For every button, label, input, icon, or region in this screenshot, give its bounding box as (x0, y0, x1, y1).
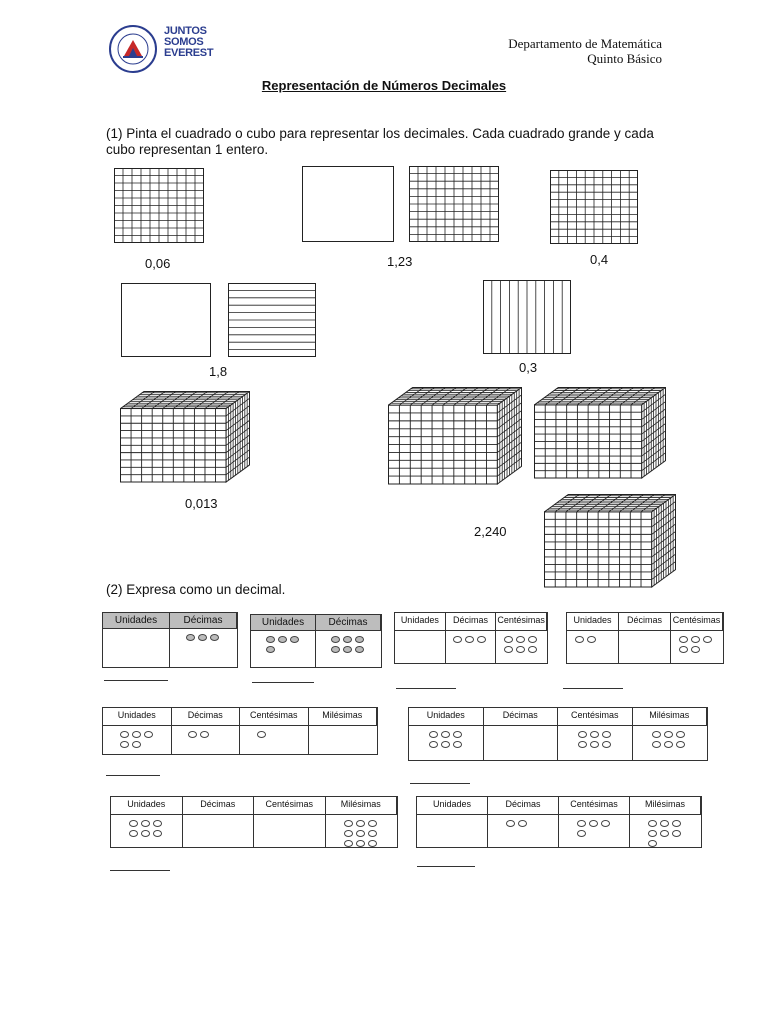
place-value-cell (671, 631, 723, 663)
counter-dot (141, 830, 150, 837)
column-header: Milésimas (633, 708, 708, 726)
counter-dot (120, 741, 129, 748)
counter-dot (141, 820, 150, 827)
logo-slogan-line: EVEREST (164, 47, 214, 59)
place-value-table (110, 796, 398, 848)
place-value-cell (254, 815, 326, 847)
counter-dot (587, 636, 596, 643)
counter-dot (589, 820, 598, 827)
thousand-cube (534, 387, 666, 479)
counter-dot (343, 636, 352, 643)
answer-line[interactable] (106, 775, 160, 776)
counter-dot (290, 636, 299, 643)
counter-dot (129, 830, 138, 837)
counter-dot (368, 820, 377, 827)
decimal-label: 2,240 (474, 524, 507, 539)
counter-dot (652, 741, 661, 748)
column-header: Unidades (395, 613, 446, 631)
answer-line[interactable] (104, 680, 168, 681)
place-value-cell (395, 631, 446, 663)
counter-dot (356, 840, 365, 847)
place-value-cell (446, 631, 497, 663)
place-value-cell (316, 631, 381, 667)
place-value-cell (630, 815, 701, 847)
counter-dot (257, 731, 266, 738)
section1-instruction: (1) Pinta el cuadrado o cubo para representar los decimales. Cada cuadrado grande y cada cubo representan 1 entero. (106, 126, 654, 157)
counter-dot (601, 820, 610, 827)
counter-dot (453, 731, 462, 738)
column-header: Unidades (103, 613, 170, 629)
answer-line[interactable] (563, 688, 623, 689)
whole-square (302, 166, 394, 242)
counter-dot (429, 741, 438, 748)
decimal-label: 1,23 (387, 254, 413, 269)
counter-dot (331, 636, 340, 643)
column-header: Centésimas (496, 613, 547, 631)
column-header: Décimas (170, 613, 237, 629)
counter-dot (602, 741, 611, 748)
place-value-cell (558, 726, 633, 760)
counter-dot (518, 820, 527, 827)
counter-dot (648, 830, 657, 837)
place-value-cell (488, 815, 559, 847)
decimal-label: 0,06 (145, 256, 171, 271)
place-value-cell (409, 726, 484, 760)
place-value-cell (559, 815, 630, 847)
counter-dot (453, 636, 462, 643)
decimal-label: 0,3 (519, 360, 538, 375)
column-header: Unidades (251, 615, 316, 631)
counter-dot (120, 731, 129, 738)
decimal-label: 0,013 (185, 496, 218, 511)
whole-square (121, 283, 211, 357)
place-value-cell (326, 815, 398, 847)
logo-slogan-line: SOMOS (164, 36, 204, 48)
column-header: Décimas (484, 708, 559, 726)
place-value-cell (633, 726, 708, 760)
place-value-table (566, 612, 724, 664)
place-value-table (416, 796, 702, 848)
place-value-cell (619, 631, 671, 663)
hundred-grid (409, 166, 499, 242)
counter-dot (355, 646, 364, 653)
counter-dot (144, 731, 153, 738)
counter-dot (355, 636, 364, 643)
column-header: Milésimas (309, 708, 378, 726)
place-value-cell (251, 631, 316, 667)
counter-dot (590, 731, 599, 738)
department-name: Departamento de Matemática (508, 36, 662, 51)
counter-dot (506, 820, 515, 827)
counter-dot (577, 830, 586, 837)
counter-dot (153, 820, 162, 827)
counter-dot (648, 840, 657, 847)
place-value-table (408, 707, 708, 761)
column-header: Unidades (409, 708, 484, 726)
counter-dot (664, 741, 673, 748)
column-header: Décimas (488, 797, 559, 815)
hundred-grid (550, 170, 638, 244)
column-header: Centésimas (558, 708, 633, 726)
place-value-cell (111, 815, 183, 847)
header-info (508, 36, 662, 66)
column-header: Milésimas (630, 797, 701, 815)
answer-line[interactable] (410, 783, 470, 784)
grade-name: Quinto Básico (587, 51, 662, 66)
place-value-table (102, 707, 378, 755)
place-value-cell (103, 726, 172, 754)
column-header: Décimas (183, 797, 255, 815)
counter-dot (516, 636, 525, 643)
answer-line[interactable] (396, 688, 456, 689)
answer-line[interactable] (252, 682, 314, 683)
counter-dot (516, 646, 525, 653)
counter-dot (368, 830, 377, 837)
hundred-grid (114, 168, 204, 243)
counter-dot (676, 741, 685, 748)
counter-dot (356, 820, 365, 827)
column-header: Décimas (446, 613, 497, 631)
place-value-cell (567, 631, 619, 663)
counter-dot (660, 830, 669, 837)
place-value-cell (170, 629, 237, 667)
column-header: Unidades (103, 708, 172, 726)
counter-dot (676, 731, 685, 738)
counter-dot (129, 820, 138, 827)
counter-dot (186, 634, 195, 641)
counter-dot (504, 646, 513, 653)
place-value-cell (309, 726, 378, 754)
counter-dot (672, 820, 681, 827)
counter-dot (648, 820, 657, 827)
place-value-table (250, 614, 382, 668)
section2-instruction: (2) Expresa como un decimal. (106, 582, 286, 597)
counter-dot (344, 820, 353, 827)
place-value-table (394, 612, 548, 664)
thousand-cube (544, 494, 676, 588)
logo-slogan (164, 26, 213, 59)
page-title: Representación de Números Decimales (261, 78, 507, 93)
column-header: Décimas (619, 613, 671, 631)
place-value-cell (103, 629, 170, 667)
column-header: Centésimas (559, 797, 630, 815)
counter-dot (198, 634, 207, 641)
counter-dot (504, 636, 513, 643)
counter-dot (602, 731, 611, 738)
answer-line[interactable] (417, 866, 475, 867)
counter-dot (577, 820, 586, 827)
counter-dot (368, 840, 377, 847)
counter-dot (691, 646, 700, 653)
thousand-cube (388, 387, 522, 485)
counter-dot (528, 636, 537, 643)
tenths-vertical-strips (483, 280, 571, 354)
column-header: Centésimas (671, 613, 723, 631)
decimal-label: 0,4 (590, 252, 609, 267)
tenths-horizontal-strips (228, 283, 316, 357)
place-value-cell (183, 815, 255, 847)
counter-dot (679, 646, 688, 653)
counter-dot (453, 741, 462, 748)
counter-dot (331, 646, 340, 653)
counter-dot (679, 636, 688, 643)
column-header: Décimas (172, 708, 241, 726)
counter-dot (578, 731, 587, 738)
logo-slogan-line: JUNTOS (164, 25, 207, 37)
answer-line[interactable] (110, 870, 170, 871)
column-header: Milésimas (326, 797, 398, 815)
counter-dot (590, 741, 599, 748)
counter-dot (578, 741, 587, 748)
place-value-cell (417, 815, 488, 847)
counter-dot (528, 646, 537, 653)
column-header: Unidades (111, 797, 183, 815)
column-header: Centésimas (240, 708, 309, 726)
counter-dot (477, 636, 486, 643)
column-header: Unidades (417, 797, 488, 815)
counter-dot (429, 731, 438, 738)
counter-dot (672, 830, 681, 837)
counter-dot (132, 731, 141, 738)
counter-dot (660, 820, 669, 827)
counter-dot (441, 731, 450, 738)
school-seal-icon (108, 24, 158, 74)
counter-dot (153, 830, 162, 837)
counter-dot (188, 731, 197, 738)
counter-dot (465, 636, 474, 643)
place-value-cell (172, 726, 241, 754)
counter-dot (344, 840, 353, 847)
place-value-table (102, 612, 238, 668)
counter-dot (278, 636, 287, 643)
counter-dot (266, 636, 275, 643)
decimal-label: 1,8 (209, 364, 228, 379)
column-header: Unidades (567, 613, 619, 631)
place-value-cell (240, 726, 309, 754)
counter-dot (652, 731, 661, 738)
counter-dot (266, 646, 275, 653)
counter-dot (441, 741, 450, 748)
counter-dot (575, 636, 584, 643)
counter-dot (691, 636, 700, 643)
counter-dot (200, 731, 209, 738)
counter-dot (664, 731, 673, 738)
counter-dot (703, 636, 712, 643)
counter-dot (344, 830, 353, 837)
place-value-cell (484, 726, 559, 760)
counter-dot (132, 741, 141, 748)
column-header: Centésimas (254, 797, 326, 815)
place-value-cell (496, 631, 547, 663)
thousand-cube (120, 391, 250, 483)
counter-dot (210, 634, 219, 641)
counter-dot (343, 646, 352, 653)
school-logo (108, 24, 228, 74)
column-header: Décimas (316, 615, 381, 631)
counter-dot (356, 830, 365, 837)
